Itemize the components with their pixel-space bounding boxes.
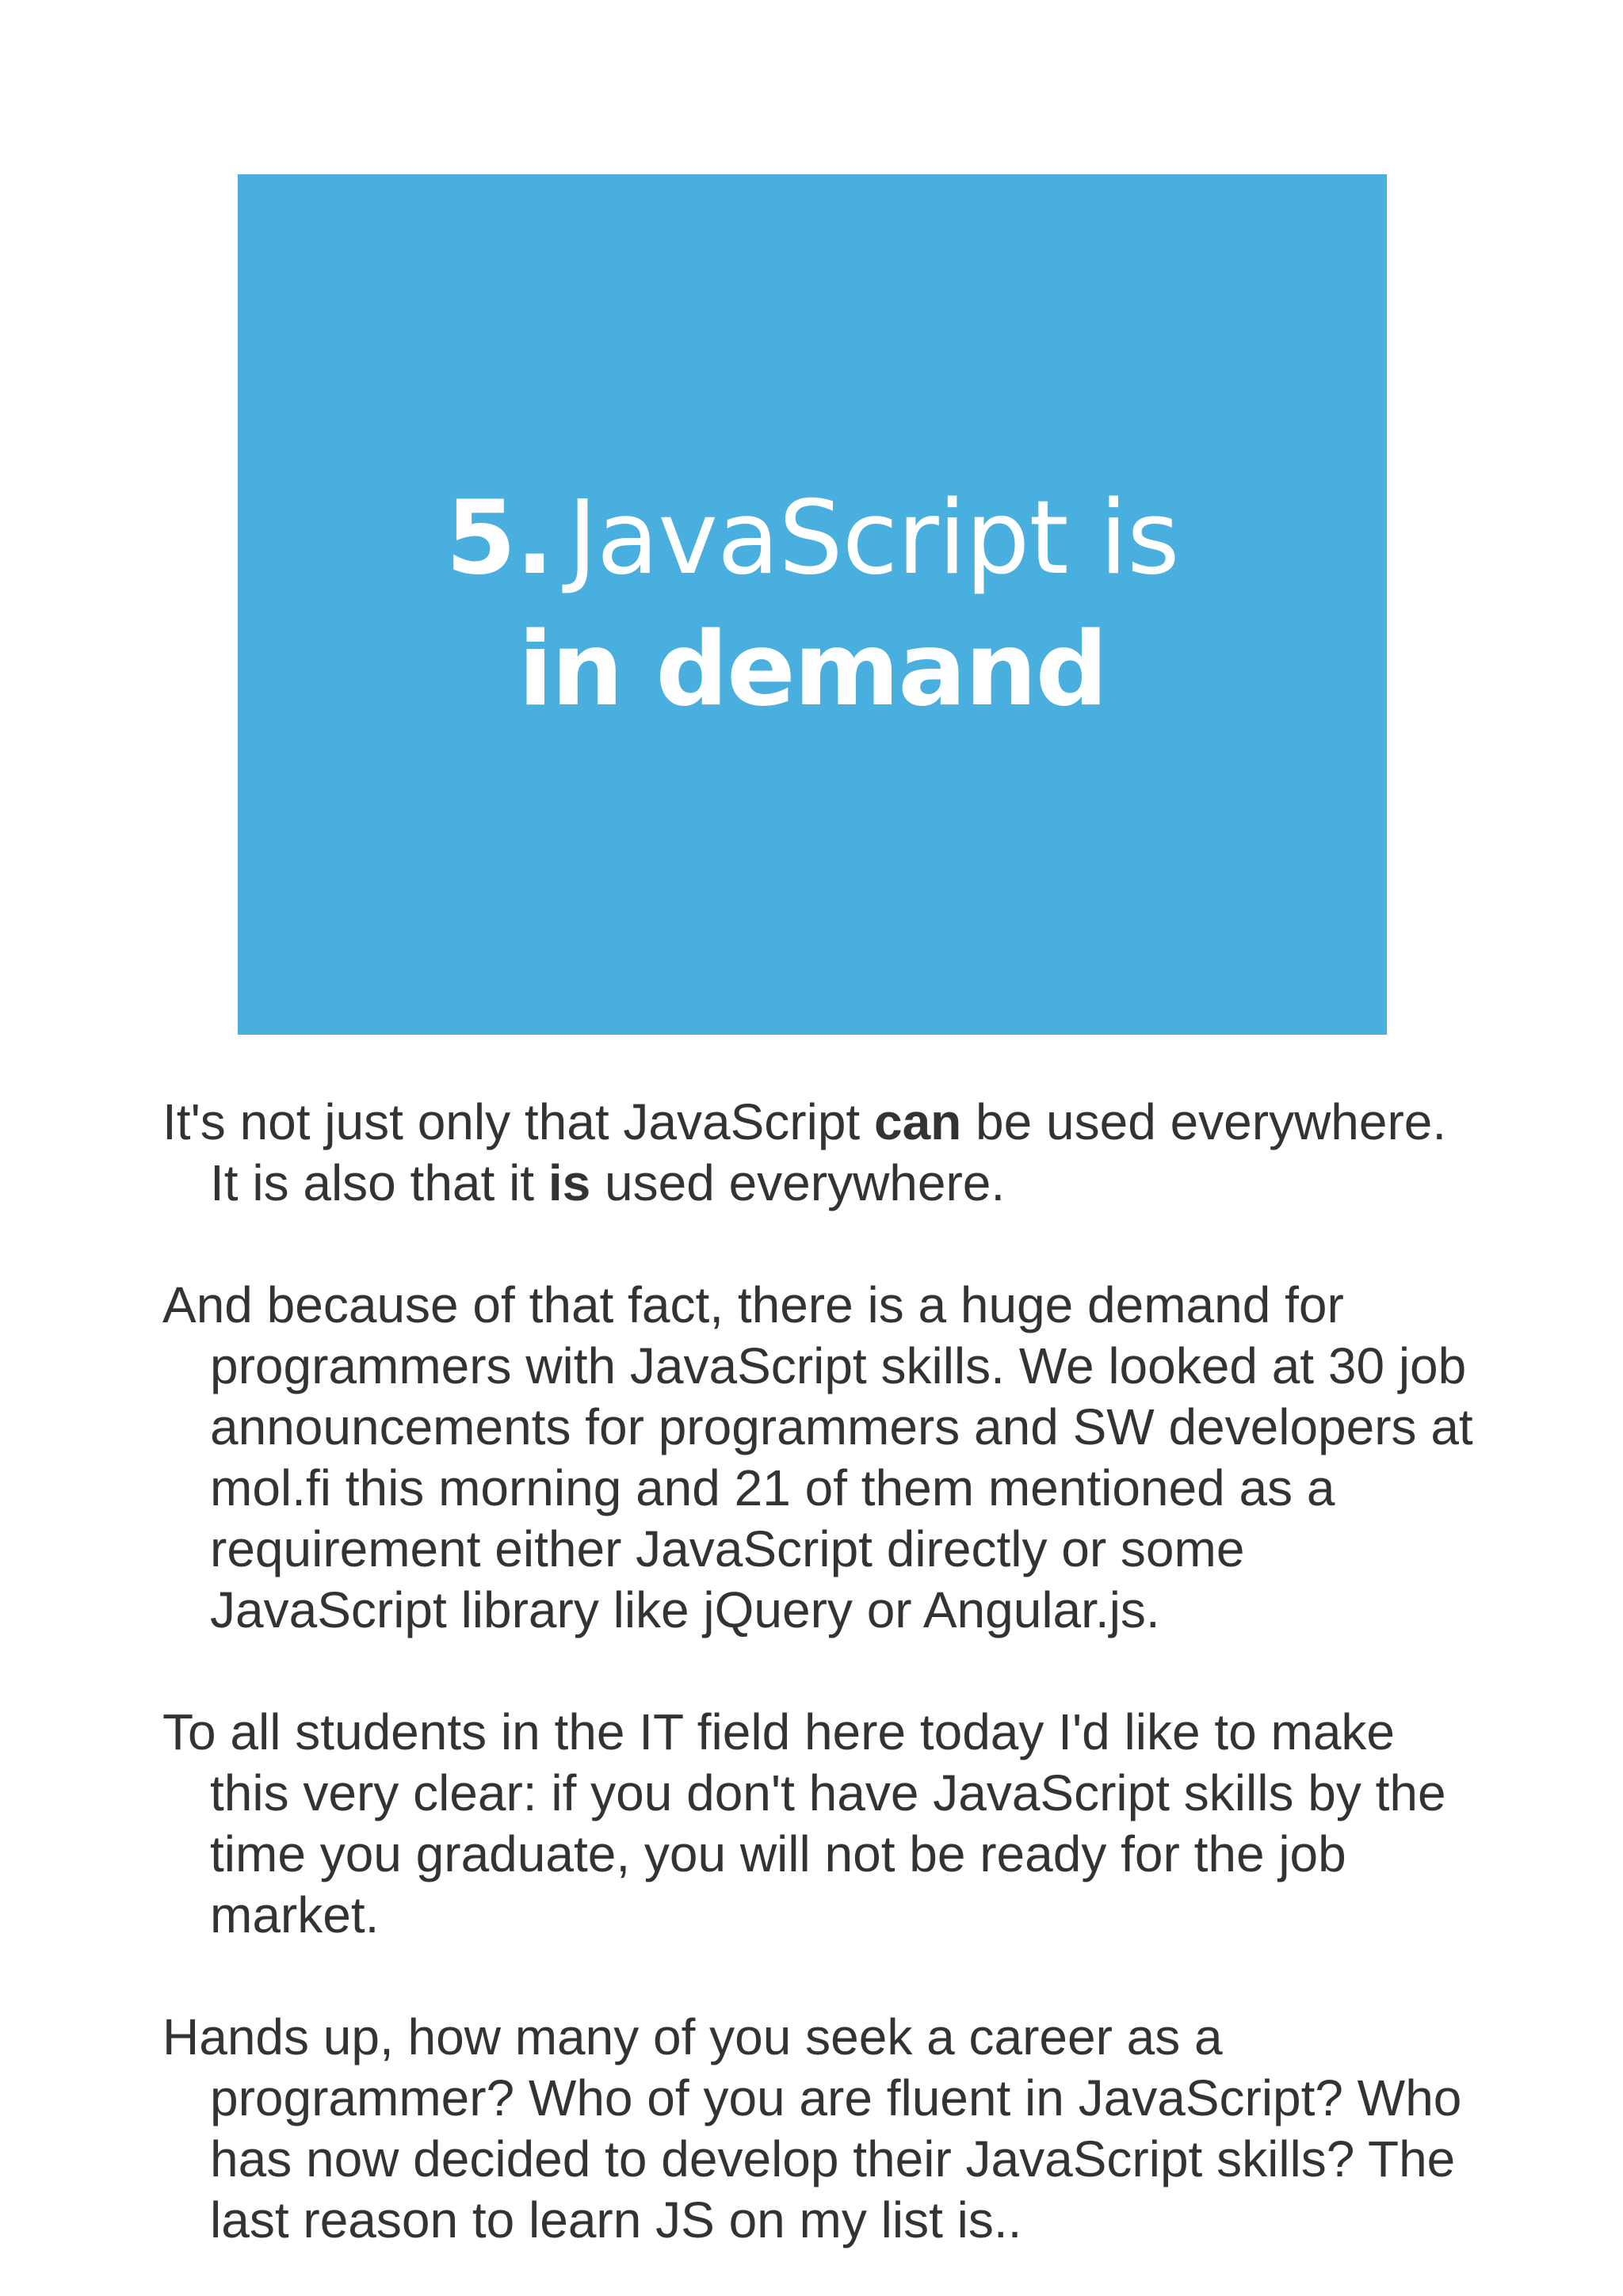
paragraph-4: Hands up, how many of you seek a career as a programmer? Who of you are fluent in JavaScript? Who has now decided to develop their JavaScript skills? The last reason to learn JS on my list is.. (162, 2008, 1462, 2248)
slide-title-line-1 (445, 473, 1178, 605)
paragraph-1 (162, 1092, 1478, 1214)
paragraph-1-text-e: used everywhere. (590, 1154, 1006, 1211)
emphasis-is: is (548, 1154, 591, 1211)
paragraph-1-text-a: It's not just only that JavaScript (162, 1093, 874, 1150)
slide-number: 5. (445, 479, 554, 597)
slide-image (238, 174, 1387, 1035)
paragraph-2: And because of that fact, there is a huge demand for programmers with JavaScript skills. We looked at 30 job announcements for programmers and SW developers at mol.fi this morning and 21 of them mentioned as a requirement either JavaScript directly or some JavaScript library like jQuery or Angular.js. (162, 1276, 1473, 1638)
paragraph-1-text-c: be used everywhere. It is also that it (210, 1093, 1447, 1211)
slide-title-text: JavaScript is (567, 479, 1179, 597)
slide-title-line-2: in demand (517, 611, 1107, 729)
emphasis-can: can (873, 1093, 962, 1150)
article-body (162, 1092, 1478, 2251)
paragraph-3: To all students in the IT field here today I'd like to make this very clear: if you don't have JavaScript skills by the time you graduate, you will not be ready for the job market. (162, 1703, 1446, 1943)
